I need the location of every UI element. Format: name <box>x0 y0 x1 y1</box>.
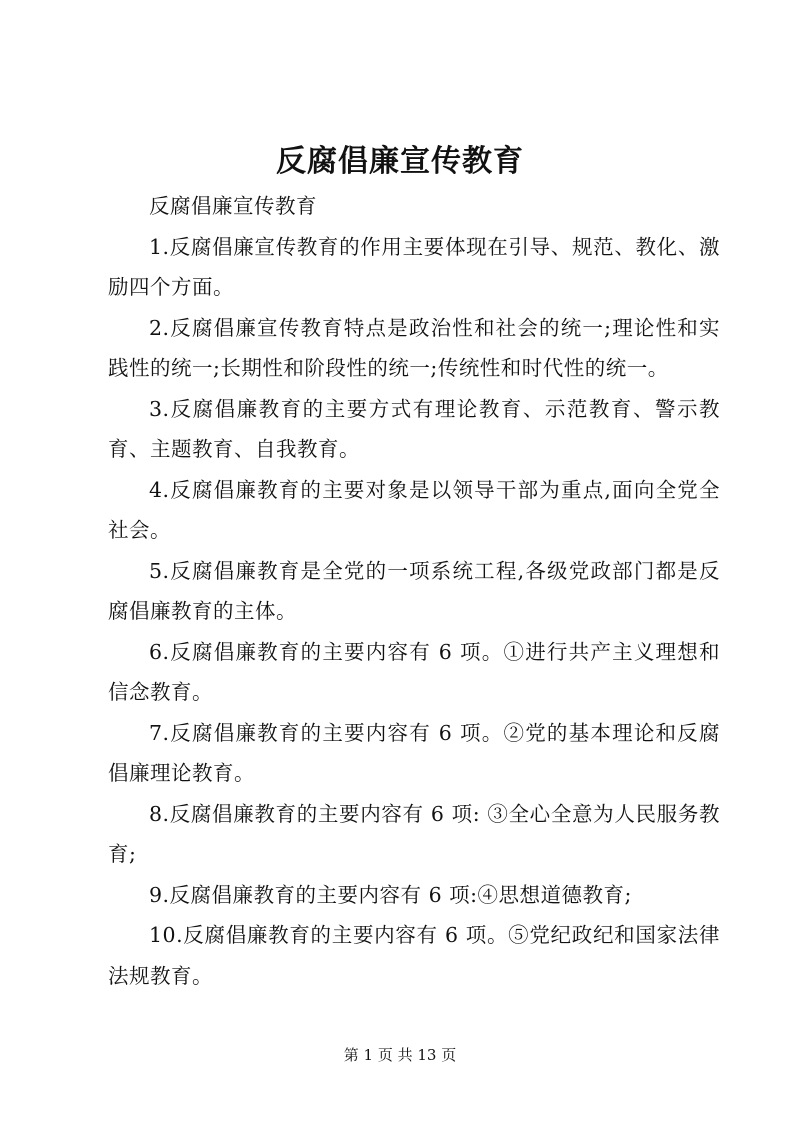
paragraph-2: 2.反腐倡廉宣传教育特点是政治性和社会的统一;理论性和实践性的统一;长期性和阶段性的统一;传统性和时代性的统一。 <box>108 315 720 380</box>
paragraph-5: 5.反腐倡廉教育是全党的一项系统工程,各级党政部门都是反腐倡廉教育的主体。 <box>108 558 720 623</box>
page-footer: 第 1 页 共 13 页 <box>343 1046 457 1064</box>
document-body <box>108 186 720 996</box>
paragraph-4: 4.反腐倡廉教育的主要对象是以领导干部为重点,面向全党全社会。 <box>108 477 720 542</box>
paragraph-3: 3.反腐倡廉教育的主要方式有理论教育、示范教育、警示教育、主题教育、自我教育。 <box>108 396 720 461</box>
paragraph-6: 6.反腐倡廉教育的主要内容有 6 项。①进行共产主义理想和信念教育。 <box>108 639 720 704</box>
document-title: 反腐倡廉宣传教育 <box>276 144 524 179</box>
paragraph-subtitle: 反腐倡廉宣传教育 <box>149 194 317 218</box>
paragraph-10: 10.反腐倡廉教育的主要内容有 6 项。⑤党纪政纪和国家法律法规教育。 <box>108 923 720 988</box>
paragraph-7: 7.反腐倡廉教育的主要内容有 6 项。②党的基本理论和反腐倡廉理论教育。 <box>108 720 720 785</box>
paragraph-1: 1.反腐倡廉宣传教育的作用主要体现在引导、规范、教化、激励四个方面。 <box>108 234 720 299</box>
paragraph-8: 8.反腐倡廉教育的主要内容有 6 项: ③全心全意为人民服务教育; <box>108 801 720 866</box>
paragraph-9: 9.反腐倡廉教育的主要内容有 6 项:④思想道德教育; <box>149 882 632 907</box>
